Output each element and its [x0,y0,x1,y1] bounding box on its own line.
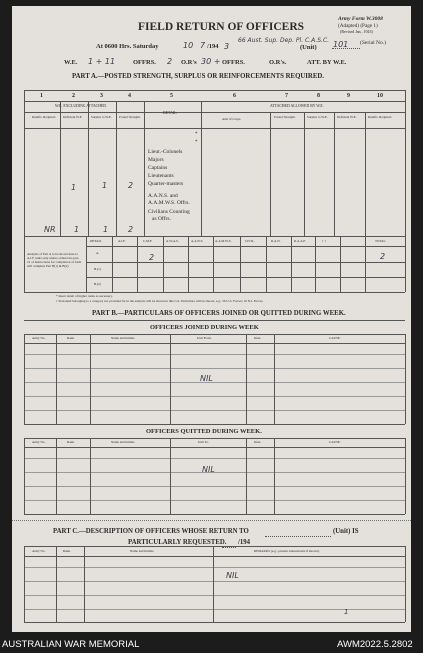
we-offrs-value: 1 + 11 [88,57,116,66]
date-month: 7 [200,41,206,50]
date-suffix: /194 [207,43,219,50]
serial-number: 101 [333,40,349,49]
unit-label: (Unit) [300,44,317,51]
part-b-title: PART B.—PARTICULARS OF OFFICERS JOINED OR QUITTED DURING WEEK. [92,310,346,317]
quitted-head-army-no: Army No. [32,440,46,444]
analysis-head-awas: A.W.A.S. [166,239,179,243]
col2-value: 1 [71,183,77,192]
col-num-6: 6 [233,93,236,99]
analysis-head-detail: DETAIL [90,239,102,243]
col-num-3: 3 [100,93,103,99]
analysis-head-other: † † [322,239,327,243]
sub-header-deficient: Deficient W.E. [63,115,83,119]
joined-head-army-no: Army No. [32,336,46,340]
col-num-9: 9 [347,93,350,99]
offrs-label-2: OFFRS. [222,59,245,66]
analysis-head-total: TOTAL. [375,239,387,243]
we-ors-count: 30 + [201,57,221,66]
joined-nil: NIL [200,374,213,383]
joined-head-date: Date. [254,336,262,340]
part-a-title: PART A.—POSTED STRENGTH, SURPLUS OR REINFORCEMENTS REQUIRED. [72,73,324,80]
footer-institution: AUSTRALIAN WAR MEMORIAL [2,639,140,650]
joined-head-name: Name and Initials. [111,336,136,340]
joined-head-cause: CAUSE. [329,336,341,340]
at-label: At 0600 Hrs. Saturday [96,43,159,50]
sub-header-deficient-att: Deficient W.E. [337,115,357,119]
ors-label: O.R's [181,59,197,66]
quitted-head-name: Name and Initials. [111,440,136,444]
col-num-1: 1 [40,93,43,99]
form-id: Army Form W.3008 [338,16,383,22]
rank-lt-col: Lieut.-Colonels [148,149,183,155]
date-day: 10 [183,41,194,50]
part-c-date: /194 [238,539,251,546]
rank-captains: Captains [148,165,168,171]
analysis-note: Analysis of Part A to be shown here to A.I.F. units only unless ordered in para. 21 of instructions for completion of form will complete Part B(1) & B(2). [27,252,82,269]
quitted-head-cause: CAUSE. [329,440,341,444]
quitted-nil: NIL [202,465,215,474]
rank-aans: A.A.N.S. and [148,193,178,199]
col-num-10: 10 [377,93,383,99]
joined-head-unit-from: Unit From. [197,336,212,340]
quitted-head-unit-to: Unit To. [198,440,209,444]
att-label: ATT. BY W.E. [307,59,347,66]
ors-label-2: O.R's. [269,59,287,66]
analysis-head-aif: A.I.F. [118,239,126,243]
analysis-head-raaf: R.A.A.F. [294,239,306,243]
analysis-head-aamws: A.A.M.W.S. [215,239,232,243]
we-excluding-label: W.E. EXCLUDING ATTACHED. [55,104,107,108]
analysis-total-value: 2 [380,252,386,261]
asterisk-mark: * [195,132,198,137]
joined-head-rank: Rank. [67,336,75,340]
attached-allowed-label: ATTACHED ALLOWED BY W.E. [270,104,324,108]
detail-label: DETAIL. [163,111,178,115]
col-num-5: 5 [170,93,173,99]
sub-header-surplus-att: Surplus to W.E. [307,115,328,119]
sub-header-posted-att: Posted Strength. [274,115,296,119]
part-c-title: PART C.—DESCRIPTION OF OFFICERS WHOSE RETURN TO [53,528,249,535]
col4-value: 2 [128,181,134,190]
col-num-8: 8 [317,93,320,99]
analysis-row-b2: B.(2) [94,282,101,286]
analysis-head-civil: CIVIL. [245,239,255,243]
we-label: W.E. [64,59,78,66]
rank-as-offrs: as Offrs. [152,216,171,222]
sub-header-surplus: Surplus to W.E. [91,115,112,119]
rank-majors: Majors [148,157,164,163]
form-revised: (Revised Jan., 1943) [340,29,373,34]
part-c-line2: PARTICULARLY REQUESTED. [128,539,227,546]
unit-handwritten: 66 Aust. Sup. Dep. Pl. C.A.S.C. [238,37,330,44]
col-num-4: 4 [128,93,131,99]
form-title: FIELD RETURN OF OFFICERS [138,21,305,33]
we-ors-value: 2 [167,57,173,66]
analysis-head-cmf: C.M.F. [143,239,153,243]
col-num-7: 7 [285,93,288,99]
row-a-val-4: 2 [128,225,134,234]
sub-header-reinfts: Reinfts. Required. [32,115,57,119]
quitted-head-rank: Rank. [67,440,75,444]
footnote-1: * Insert detail of higher ranks as necessary. [56,294,113,298]
partc-head-name: Name and Initials. [130,549,155,553]
serial-label: (Serial No.) [360,40,386,46]
rank-lieutenants: Lieutenants [148,173,174,179]
sub-header-reinfts-att: Reinfts. Required. [368,115,393,119]
partc-head-army-no: Army No. [32,549,46,553]
joined-title: OFFICERS JOINED DURING WEEK [150,324,259,331]
analysis-row-b1: B.(1) [94,267,101,271]
rank-aamws: A.A.M.W.S. Offrs. [148,200,190,206]
analysis-head-ran: R.A.N. [271,239,281,243]
asterisk-mark: * [195,140,198,145]
analysis-row-a: A. [96,251,100,255]
quitted-title: OFFICERS QUITTED DURING WEEK. [146,428,262,435]
row-a-val-2: 1 [74,225,80,234]
row-a-val-3: 1 [103,225,109,234]
part-c-unit: (Unit) IS [333,528,359,535]
offrs-label: OFFRS. [133,59,156,66]
analysis-head-aans: A.A.N.S. [191,239,204,243]
date-year-suffix: 3 [224,42,230,51]
partc-mark: 1 [344,608,349,616]
col3-value: 1 [102,181,108,190]
sub-header-posted: Posted Strength. [119,115,141,119]
partc-head-remarks: REMARKS (e.g., present whereabouts if known). [254,549,320,553]
partc-nil: NIL [226,571,239,580]
quitted-head-date: Date. [254,440,262,444]
rank-qm: Quarter-masters [148,181,184,187]
analysis-aif-value: 2 [149,253,155,262]
footer-accession-number: AWM2022.5.2802 [337,639,413,650]
col-num-2: 2 [72,93,75,99]
row-a-value: NR [44,225,56,234]
sub-header-arm: Arm of Corps. [222,117,242,121]
footnote-2: † Personnel belonging to a category not provided for in the analysis will be shown in this Col. Particulars will be shown, e.g., 50 U.S. Forces; 10 N.I. Forces. [56,299,264,303]
rank-civilians: Civilians Counting [148,209,190,215]
partc-head-rank: Rank. [63,549,71,553]
form-adapted: (Adapted) (Page 1) [338,23,378,29]
